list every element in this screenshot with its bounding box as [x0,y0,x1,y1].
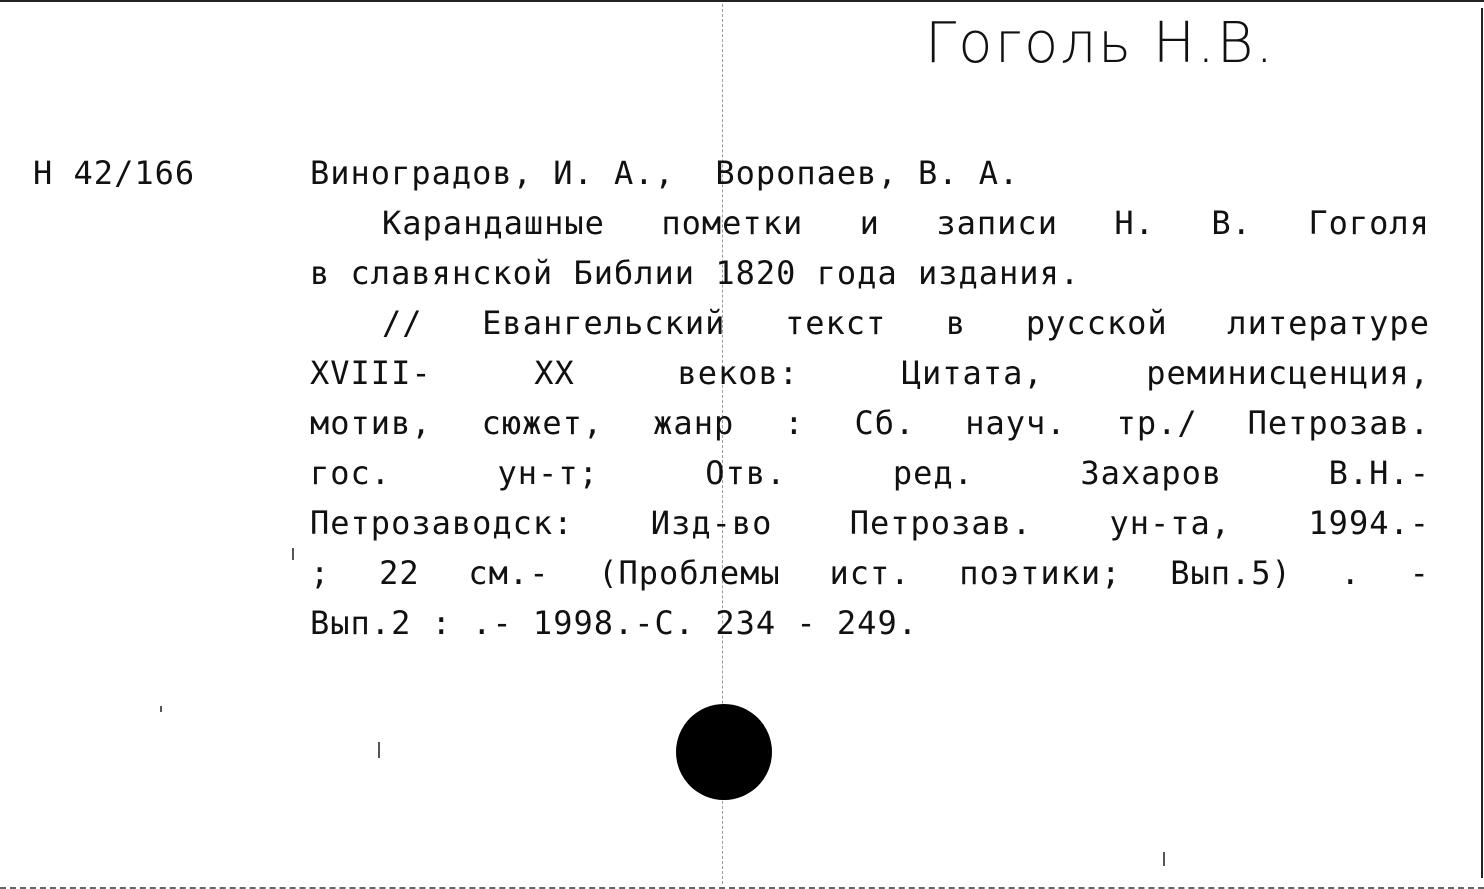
entry-line [310,198,1430,248]
entry-word: Петрозав. [849,504,1033,542]
entry-word: Карандашные [382,204,605,242]
entry-word: - [1409,554,1430,592]
entry-word: Захаров [1080,454,1223,492]
entry-word: Сб. [854,404,916,442]
entry-word: Евангельский [482,304,726,342]
entry-word: Н. [1114,204,1155,242]
entry-line [310,298,1430,348]
entry-line [310,498,1430,548]
entry-line [310,448,1430,498]
entry-word: В.Н.- [1328,454,1430,492]
entry-word: пометки [661,204,804,242]
entry-word: Виноградов, И. А., Воропаев, В. А. [310,154,1020,192]
entry-word: Вып.2 : .- 1998.-С. 234 - 249. [310,604,918,642]
entry-word: ун-т; [497,454,599,492]
scan-speck [378,742,380,758]
entry-word: Петрозаводск: [310,504,574,542]
entry-line [310,348,1430,398]
entry-line [310,248,1430,298]
handwritten-subject-heading: Гоголь Н.В. [925,11,1276,76]
entry-word: реминисценция, [1146,354,1430,392]
entry-word: веков: [677,354,800,392]
entry-word: Вып.5) [1170,554,1292,592]
entry-word: Цитата, [901,354,1044,392]
entry-word: : [784,404,805,442]
entry-word: (Проблемы [598,554,781,592]
entry-word: жанр [653,404,735,442]
entry-word: русской [1025,304,1168,342]
entry-line [310,598,1430,648]
entry-word: 1994.- [1308,504,1430,542]
entry-word: Изд-во [650,504,773,542]
entry-word: Отв. [705,454,787,492]
entry-word: В. [1211,204,1252,242]
entry-word: Гоголя [1308,204,1430,242]
entry-word: Петрозав. [1247,404,1430,442]
scan-speck [1163,852,1165,866]
entry-word: . [1340,554,1361,592]
entry-word: и [859,204,880,242]
card-punch-hole [676,704,772,800]
bibliographic-entry [310,148,1430,648]
entry-line [310,148,1430,198]
entry-word: тр./ [1116,404,1198,442]
entry-word: литературе [1227,304,1430,342]
entry-word: текст [784,304,887,342]
entry-word: ист. [829,554,911,592]
entry-word: 22 [379,554,420,592]
shelfmark: Н 42/166 [33,154,196,192]
entry-word: науч. [965,404,1067,442]
entry-word: в [945,304,967,342]
entry-word: гос. [310,454,392,492]
entry-word: ун-та, [1109,504,1232,542]
entry-word: ред. [892,454,974,492]
entry-word: см.- [468,554,550,592]
entry-word: поэтики; [959,554,1122,592]
scan-speck [160,706,162,712]
entry-word: // [382,304,423,342]
entry-word: сюжет, [481,404,604,442]
entry-word: ; [310,554,331,592]
entry-word: мотив, [310,404,432,442]
entry-word: записи [936,204,1058,242]
entry-line [310,548,1430,598]
entry-word: XX [534,354,575,392]
entry-word: в славянской Библии 1820 года издания. [310,254,1081,292]
card-top-edge [0,0,1484,2]
card-right-edge [1481,8,1483,878]
entry-word: XVIII- [310,354,432,392]
scan-speck [292,548,294,560]
entry-line [310,398,1430,448]
